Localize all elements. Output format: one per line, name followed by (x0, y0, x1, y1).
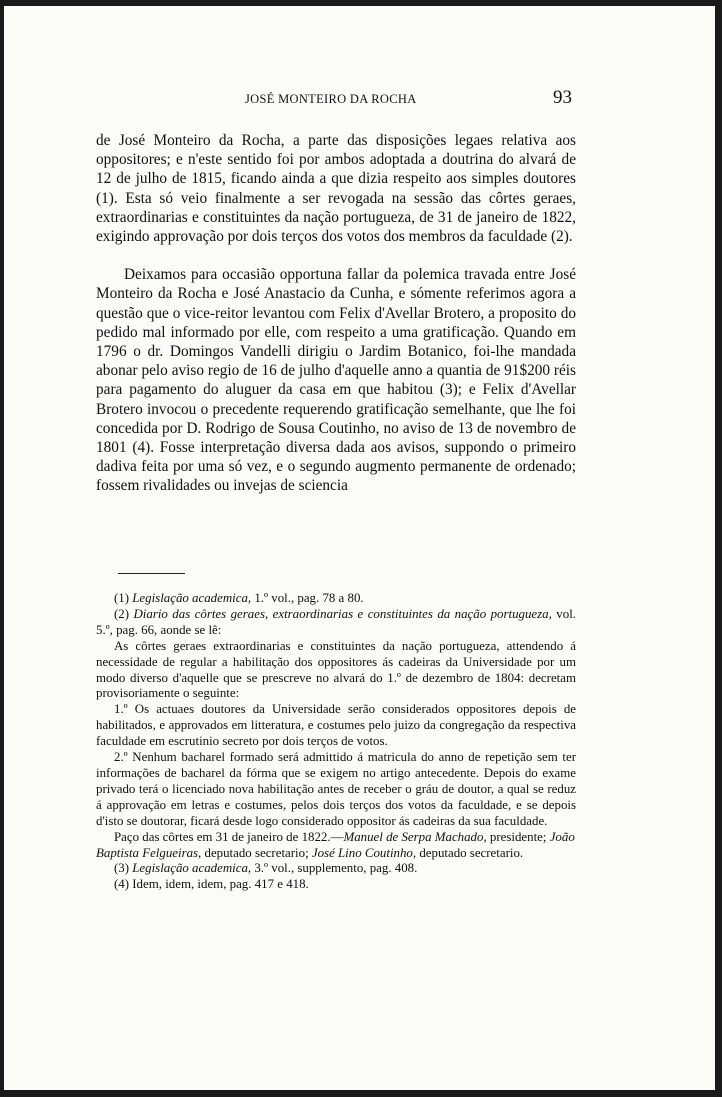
signature-role-1: presidente; (489, 829, 547, 844)
footnote-1-title: Legislação academica, (132, 591, 252, 605)
signature-date: Paço das côrtes em 31 de janeiro de 1822.— (114, 829, 344, 844)
footnote-1-text: 1.º vol., pag. 78 a 80. (254, 591, 364, 605)
paragraph-2: Deixamos para occasião opportuna fallar da polemica travada entre José Monteiro da Rocha e José Anastacio da Cunha, e sómente referimos agora a questão que o vice-reitor levantou com Felix d'Avellar Brotero, a proposito do pedido mal informado por elle, com respeito a uma gratificação. Quando em 1796 o dr. Domingos Vandelli dirigiu o Jardim Botanico, foi-lhe mandada abonar pelo aviso regio de 16 de julho d'aquelle anno a quantia de 91$200 réis para pagamento do aluguer da casa em que habitou (3); e Felix d'Avellar Brotero invocou o precedente requerendo gratificação semelhante, que lhe foi concedida por D. Rodrigo de Sousa Coutinho, no aviso de 13 de novembro de 1801 (4). Fosse interpretação diversa dada aos avisos, suppondo o primeiro dadiva feita por uma só vez, e o segundo augmento permanente de ordenado; fossem rivalidades ou invejas de sciencia (96, 266, 576, 495)
footnote-rule (118, 573, 185, 574)
footnote-2-number: (2) (114, 606, 130, 621)
book-page (4, 6, 715, 1090)
footnote-2-quote: As côrtes geraes extraordinarias e constituintes da nação portugueza, attendendo á necessidade de regular a habilitação dos oppositores ás cadeiras da Universidade por um modo diverso d'aquelle que se prescreve no alvará do 1.º de dezembro de 1804: decretam provisoriamente o seguinte: (96, 638, 576, 701)
running-title: JOSÉ MONTEIRO DA ROCHA (245, 92, 417, 106)
footnote-2-title: Diario das côrtes geraes, extraordinarias e constituintes da nação portugueza, (133, 606, 552, 621)
footnote-3-title: Legislação academica, (132, 861, 252, 876)
footnotes (96, 591, 576, 893)
footnote-2-text: vol. 5.º, pag. 66, aonde se lê: (96, 606, 576, 637)
footnote-2 (96, 607, 576, 639)
footnote-2-item-2: 2.º Nenhum bacharel formado será admittido á matricula do anno de repetição sem ter informações de bacharel da fórma que se exigem no artigo antecedente. Depois do exame privado terá o licenciado nova habilitação antes de receber o gráu de doutor, a qual se reduz á approvação em letras e costumes, pelos dois terços dos votos da faculdade, e se depois d'isto se doutorar, ficará desde logo considerado oppositor ás cadeiras da sua faculdade. (96, 750, 576, 828)
signature-name-1: Manuel de Serpa Machado, (343, 829, 487, 844)
signature-role-3: deputado secretario. (419, 845, 524, 860)
footnote-2-signatures (96, 830, 576, 862)
footnote-3-text: 3.º vol., supplemento, pag. 408. (254, 861, 418, 876)
footnote-3-number: (3) (114, 861, 130, 876)
footnote-1-number: (1) (114, 591, 130, 605)
footnote-1 (96, 591, 576, 607)
paragraph-1: de José Monteiro da Rocha, a parte das disposições legaes relativa aos oppositores; e n'este sentido foi por ambos adoptada a doutrina do alvará de 12 de julho de 1815, ficando ainda a que dizia respeito aos simples doutores (1). Esta só veio finalmente a ser revogada na sessão das côrtes geraes, extraordinarias e constituintes da nação portugueza, de 31 de janeiro de 1822, exigindo approvação por dois terços dos votos dos membros da faculdade (2). (96, 132, 576, 246)
running-head (4, 87, 715, 112)
signature-role-2: deputado secretario; (204, 845, 309, 860)
footnote-2-item-1: 1.º Os actuaes doutores da Universidade serão considerados oppositores depois de habilitados, e approvados em litteratura, e costumes pelo juizo da congregação da respectiva faculdade em escrutinio secreto por dois terços de votos. (96, 702, 576, 749)
footnote-4-number: (4) (114, 877, 130, 892)
signature-name-3: José Lino Coutinho, (311, 845, 417, 860)
footnote-4 (96, 877, 576, 893)
body-text (96, 131, 576, 496)
footnote-4-text: Idem, idem, idem, pag. 417 e 418. (132, 877, 309, 892)
footnote-3 (96, 861, 576, 877)
signature-name-2: João Baptista Felgueiras, (96, 829, 575, 860)
page-number: 93 (553, 87, 572, 108)
